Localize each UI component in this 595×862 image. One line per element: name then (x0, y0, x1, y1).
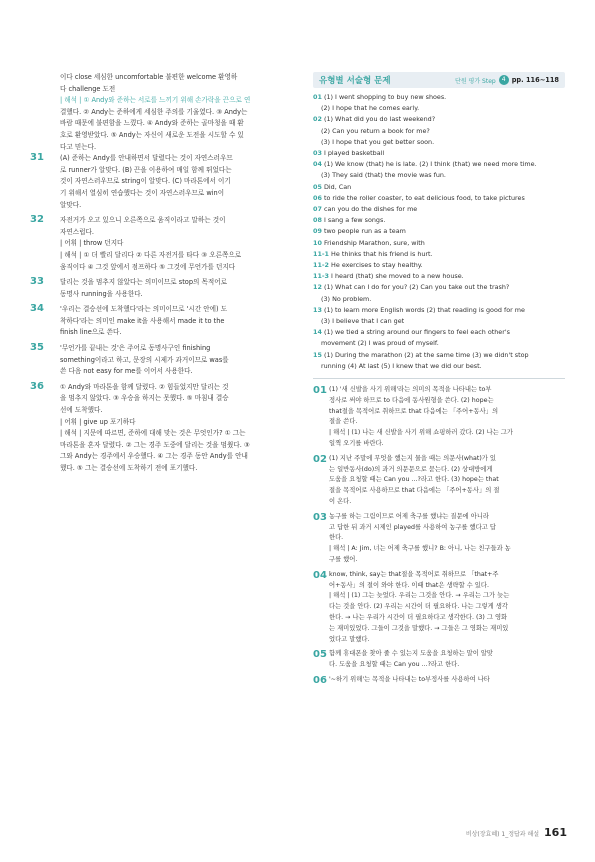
answer-line (313, 260, 565, 271)
answer-number: 15 (313, 350, 322, 359)
text-line: 고 답한 뒤 과거 시제인 played를 사용하여 농구를 했다고 답 (329, 523, 496, 531)
explanation-block (313, 385, 565, 450)
text-line: 어+동사」의 절이 와야 한다. 이때 that은 생략할 수 있다. (329, 581, 489, 589)
question-33 (30, 277, 300, 300)
answer-line (313, 114, 565, 125)
text-line: | 어휘 | throw 던지다 (60, 239, 124, 248)
explanation-block (313, 649, 565, 671)
answer-line (313, 159, 565, 170)
text-line: 이다 close 세심한 uncomfortable 불편한 welcome 환영하 (60, 73, 238, 81)
text-line: '~하기 위해'는 목적을 나타내는 to부정사를 사용하여 나타 (329, 676, 490, 683)
answer-text: I sang a few songs. (323, 216, 386, 225)
text-line: (1) 지난 주말에 무엇을 했는지 물을 때는 의문사(what)가 있 (329, 454, 496, 462)
text-line: 절을 쓴다. (329, 418, 358, 426)
page-range: pp. 116~118 (511, 76, 559, 84)
answer-text: (3) I hope that you get better soon. (321, 137, 435, 146)
text-line: 이 온다. (329, 498, 352, 506)
text-line: 로 runner가 알맞다. (B) 끈을 이용하여 매일 함께 뛰었다는 (60, 165, 232, 174)
text-line: 는 재미있었다. 그들이 그것을 말했다. → 그들은 그 영화는 재미있 (329, 624, 509, 632)
answer-text: (1) During the marathon (2) at the same time (3) we didn't stop (323, 350, 529, 359)
answer-line (313, 182, 565, 193)
text-line: 는 일반동사(do)의 과거 의문문으로 묻는다. (2) 상대방에게 (329, 465, 493, 473)
question-36 (30, 382, 300, 475)
answer-number: 11-1 (313, 249, 329, 258)
text-line: 구를 했어. (329, 556, 358, 564)
answer-text: running (4) At last (5) I knew that we did our best. (321, 361, 482, 370)
text-line: 기 위해서 열심히 연습했다는 것이 자연스러우므로 win이 (60, 188, 225, 197)
answer-number: 09 (313, 227, 322, 236)
answer-number: 14 (313, 328, 322, 337)
answer-text: (1) We know (that) he is late. (2) I think (that) we need more time. (323, 160, 537, 169)
answer-line (313, 193, 565, 204)
explanation-number: 06 (313, 675, 327, 686)
text-line: 호로 환영받았다. ⑤ Andy는 자신이 새로운 도전을 시도할 수 있 (60, 130, 244, 139)
answer-line (313, 126, 565, 137)
answer-number: 08 (313, 216, 322, 225)
question-35 (30, 343, 300, 378)
explanation-number: 01 (313, 385, 327, 397)
question-32 (30, 215, 300, 273)
answer-line (313, 204, 565, 215)
explanation-block (313, 675, 565, 686)
text-line: | 해석 | 지문에 따르면, 준하에 대해 맞는 것은 무엇인가? ① 그는 (60, 429, 246, 438)
text-line: 선에 도착했다. (60, 406, 103, 415)
section-subtitle: 단원 평가 Step (455, 77, 496, 85)
answer-text: movement (2) I was proud of myself. (321, 339, 439, 348)
question-34 (30, 304, 300, 339)
text-line: (A) 준하는 Andy를 안내하면서 달렸다는 것이 자연스러우므 (60, 154, 233, 163)
answer-line (313, 137, 565, 148)
text-line: 절을 목적어로 사용하므로 that 다음에는 「주어+동사」의 절 (329, 487, 500, 495)
answer-line (313, 338, 565, 349)
text-line: 었다고 말했다. (329, 635, 370, 643)
answer-line (313, 350, 565, 361)
text-line: 일찍 오기를 바란다. (329, 440, 384, 448)
answer-text: I played basketball (323, 149, 385, 158)
answer-list (313, 92, 565, 372)
text-line: 동명사 running을 사용한다. (60, 289, 143, 298)
answer-text: (1) we tied a string around our fingers to feel each other's (323, 328, 510, 337)
text-line: 함께 휴대폰을 찾아 줄 수 있는지 도움을 요청하는 말이 알맞 (329, 650, 494, 658)
answer-number: 01 (313, 93, 322, 101)
answer-number: 13 (313, 305, 322, 314)
answer-text: (3) No problem. (321, 294, 372, 303)
answer-line (313, 226, 565, 237)
answer-text: two people run as a team (323, 227, 406, 236)
answer-text: can you do the dishes for me (323, 205, 418, 214)
text-line: 결했다. ② Andy는 준하에게 세심한 주의를 기울였다. ③ Andy는 (60, 107, 248, 116)
explanation-block (313, 454, 565, 508)
text-line: | 해석 | A: Jim, 너는 어제 축구를 했니? B: 아니, 나는 친구들과 농 (329, 545, 511, 553)
text-line: | 어휘 | give up 포기하다 (60, 417, 136, 426)
explanation-number: 03 (313, 511, 327, 523)
text-line: 농구를 하는 그림이므로 어제 축구를 했냐는 질문에 아니라 (329, 512, 489, 520)
answer-line (313, 294, 565, 305)
answer-number: 11-3 (313, 272, 329, 281)
text-line: '무언가를 끝내는 것'은 주어로 동명사구인 finishing (60, 344, 211, 353)
text-line: 다 challenge 도전 (60, 84, 116, 93)
text-line: 했다. ⑤ 그는 결승선에 도착하기 전에 포기했다. (60, 464, 198, 472)
answer-line (313, 271, 565, 282)
answer-line (313, 361, 565, 372)
text-line: 을 멈추지 않았다. ③ 우승을 하지는 못했다. ⑤ 마침내 결승 (60, 394, 229, 403)
explanation-list (313, 385, 565, 686)
text-line: 바람 때문에 불편함을 느꼈다. ④ Andy와 준하는 골마청을 때 환 (60, 119, 244, 128)
question-number: 32 (30, 214, 44, 226)
answer-number: 12 (313, 283, 322, 292)
text-line: 자전거가 오고 있으니 오른쪽으로 움직이라고 말하는 것이 (60, 216, 226, 225)
text-line: ① Andy와 마라톤을 함께 달렸다. ② 힘들었지만 달리는 것 (60, 382, 229, 391)
answer-line (313, 238, 565, 249)
text-line: 다는 것을 안다. (2) 우리는 시간이 더 필요하다. 나는 그렇게 생각 (329, 603, 508, 611)
explanation-block (313, 570, 565, 646)
answer-line (313, 148, 565, 159)
question-number: 35 (30, 342, 44, 354)
text-line: 다. 도움을 요청할 때는 Can you ...?라고 한다. (329, 661, 460, 669)
answer-line (313, 170, 565, 181)
footer-label: 비상(장효혜) 1_정답과 해설 (465, 831, 540, 838)
text-line: 착하다'라는 의미인 make it을 사용해서 made it to the (60, 316, 225, 325)
answer-line (313, 327, 565, 338)
intro-block (30, 72, 300, 153)
text-line: | 해석 | ① Andy와 준하는 서로를 느끼기 위해 손가락을 끈으로 연 (60, 96, 251, 105)
question-number: 34 (30, 303, 44, 315)
answer-text: (1) What can I do for you? (2) Can you take out the trash? (323, 283, 510, 292)
answer-line (313, 282, 565, 293)
question-31 (30, 153, 300, 211)
text-line: finish line으로 쓴다. (60, 328, 122, 337)
answer-number: 06 (313, 193, 322, 202)
text-line: 움직이다 ④ 그것 앞에서 점프하다 ⑤ 그것에 무언가를 던지다 (60, 262, 236, 271)
text-line: 다고 믿는다. (60, 142, 97, 151)
text-line: | 해석 | (1) 나는 새 신발을 사기 위해 쇼핑하러 갔다. (2) 나는 그가 (329, 429, 513, 437)
answer-text: (2) I hope that he comes early. (321, 104, 420, 113)
answer-number: 04 (313, 160, 322, 169)
question-number: 31 (30, 152, 44, 164)
text-line: 마라톤을 혼자 달렸다. ② 그는 경주 도중에 달리는 것을 멈췄다. ③ (60, 440, 250, 449)
text-line: 도움을 요청할 때는 Can you ...?라고 한다. (3) hope는 that (329, 476, 499, 484)
answer-text: He thinks that his friend is hurt. (331, 249, 433, 258)
text-line: | 해석 | (1) 그는 늦었다. 우리는 그것을 안다. → 우리는 그가 늦는 (329, 592, 510, 600)
text-line: 그와 Andy는 경주에서 우승했다. ④ 그는 경주 동안 Andy를 안내 (60, 452, 248, 461)
answer-text: (3) They said (that) the movie was fun. (321, 171, 446, 180)
text-line: '우리는 결승선에 도착했다'라는 의미이므로 '시간 안에) 도 (60, 305, 228, 314)
answer-text: (2) Can you return a book for me? (321, 126, 430, 135)
answer-text: (1) What did you do last weekend? (323, 115, 436, 124)
explanation-block (313, 512, 565, 566)
answer-text: (3) I believe that I can get (321, 317, 405, 326)
answer-number: 10 (313, 238, 322, 247)
explanation-number: 05 (313, 649, 327, 661)
answer-text: Did, Can (323, 182, 352, 191)
answer-line (313, 103, 565, 114)
divider (313, 378, 565, 379)
answer-number: 02 (313, 115, 322, 124)
explanation-number: 02 (313, 453, 327, 465)
section-header (313, 72, 565, 88)
text-line: (1) '새 신발을 사기 위해'라는 의미의 목적을 나타내는 to부 (329, 386, 492, 394)
text-line: | 해석 | ① 더 빨리 달리다 ② 다른 자전거를 타다 ③ 오른쪽으로 (60, 250, 242, 259)
explanation-number: 04 (313, 569, 327, 581)
answer-text: He exercises to stay healthy. (331, 261, 423, 270)
text-line: something이라고 하고, 문장의 시제가 과거이므로 was를 (60, 355, 229, 364)
page-number: 161 (544, 826, 567, 839)
text-line: that절을 목적어로 취하므로 that 다음에는 「주어+동사」의 (329, 407, 499, 415)
answer-line (313, 215, 565, 226)
answer-number: 07 (313, 205, 322, 214)
section-title: 유형별 서술형 문제 (319, 76, 391, 86)
answer-text: (1) I went shopping to buy new shoes. (323, 93, 447, 101)
answer-line (313, 316, 565, 327)
question-number: 36 (30, 380, 44, 392)
text-line: 한다. (329, 534, 344, 542)
answer-number: 03 (313, 149, 322, 158)
page-footer (466, 826, 567, 839)
answer-text: Friendship Marathon, sure, with (323, 238, 425, 247)
question-number: 33 (30, 276, 44, 288)
text-line: 정사로 써야 하므로 to 다음에 동사원형을 쓴다. (2) hope는 (329, 396, 494, 404)
answer-line (313, 92, 565, 103)
answer-line (313, 249, 565, 260)
text-line: 자연스럽다. (60, 227, 94, 236)
step-badge: 4 (499, 75, 509, 85)
text-line: 쓴 다음 not easy for me를 이어서 사용한다. (60, 367, 193, 376)
answer-line (313, 305, 565, 316)
text-line: 것이 자연스러우므로 string이 알맞다. (C) 마라톤에서 이기 (60, 177, 231, 186)
right-column (313, 72, 565, 690)
answer-number: 05 (313, 182, 322, 191)
text-line: 알맞다. (60, 200, 82, 209)
answer-number: 11-2 (313, 261, 329, 270)
left-column (30, 72, 300, 479)
text-line: 한다. → 나는 우리가 시간이 더 필요하다고 생각한다. (3) 그 영화 (329, 614, 508, 622)
text-line: 달리는 것을 멈추지 않았다는 의미이므로 stop의 목적어로 (60, 278, 227, 287)
answer-text: (1) to learn more English words (2) that reading is good for me (323, 305, 525, 314)
answer-text: to ride the roller coaster, to eat delicious food, to take pictures (323, 193, 525, 202)
answer-text: I heard (that) she moved to a new house. (331, 272, 464, 281)
text-line: know, think, say는 that절을 목적어로 취하므로 「that+주 (329, 570, 499, 578)
